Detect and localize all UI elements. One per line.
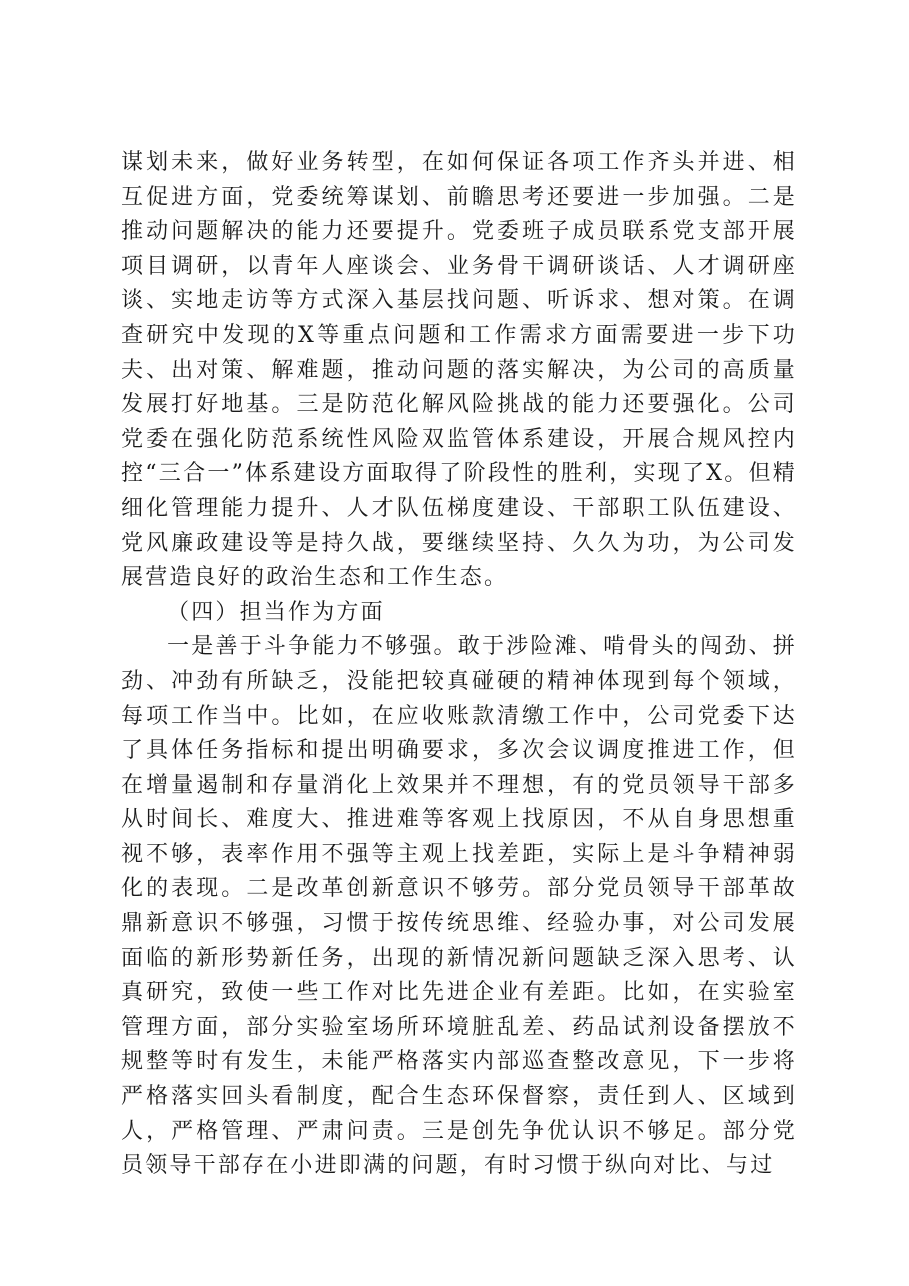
paragraph-continued: 谋划未来，做好业务转型，在如何保证各项工作齐头并进、相互促进方面，党委统筹谋划、前瞻思考还要进一步加强。二是推动问题解决的能力还要提升。党委班子成员联系党支部开展项目调研，以青年人座谈会、业务骨干调研谈话、人才调研座谈、实地走访等方式深入基层找问题、听诉求、想对策。在调查研究中发现的X等重点问题和工作需求方面需要进一步下功夫、出对策、解难题，推动问题的落实解决，为公司的高质量发展打好地基。三是防范化解风险挑战的能力还要强化。公司党委在强化防范系统性风险双监管体系建设，开展合规风控内控“三合一”体系建设方面取得了阶段性的胜利，实现了X。但精细化管理能力提升、人才队伍梯度建设、干部职工队伍建设、党风廉政建设等是持久战，要继续坚持、久久为功，为公司发展营造良好的政治生态和工作生态。 — [121, 150, 797, 591]
section-heading: （四）担当作为方面 — [167, 599, 385, 625]
document-body — [121, 146, 797, 1184]
paragraph-body: 一是善于斗争能力不够强。敢于涉险滩、啃骨头的闯劲、拼劲、冲劲有所缺乏，没能把较真碰硬的精神体现到每个领域，每项工作当中。比如，在应收账款清缴工作中，公司党委下达了具体任务指标和提出明确要求，多次会议调度推进工作，但在增量遏制和存量消化上效果并不理想，有的党员领导干部多从时间长、难度大、推进难等客观上找原因，不从自身思想重视不够，表率作用不强等主观上找差距，实际上是斗争精神弱化的表现。二是改革创新意识不够劳。部分党员领导干部革故鼎新意识不够强，习惯于按传统思维、经验办事，对公司发展面临的新形势新任务，出现的新情况新问题缺乏深入思考、认真研究，致使一些工作对比先进企业有差距。比如，在实验室管理方面，部分实验室场所环境脏乱差、药品试剂设备摆放不规整等时有发生，未能严格落实内部巡查整改意见，下一步将严格落实回头看制度，配合生态环保督察，责任到人、区域到人，严格管理、严肃问责。三是创先争优认识不够足。部分党员领导干部存在小进即满的问题，有时习惯于纵向对比、与过 — [121, 634, 797, 1179]
